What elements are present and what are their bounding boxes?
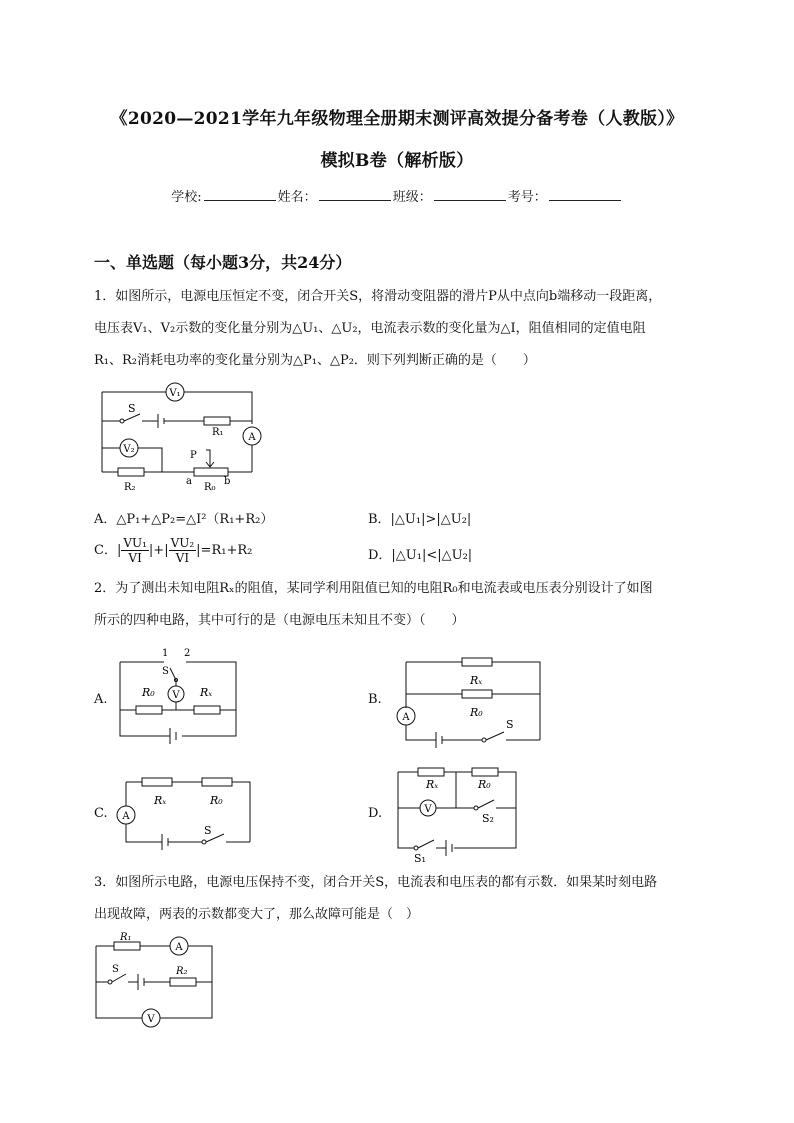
q1-line2: 电压表V₁、V₂示数的变化量分别为△U₁、△U₂，电流表示数的变化量为△I，阻值相同的定值电阻 xyxy=(94,321,646,336)
q2d-r0-label: R₀ xyxy=(478,778,491,791)
q2a-terminal-2: 2 xyxy=(184,648,191,659)
school-label: 学校: xyxy=(171,190,202,205)
q2-circuit-a xyxy=(112,644,244,748)
class-label: 班级： xyxy=(392,190,432,205)
q3-switch-label: S xyxy=(112,964,119,975)
q1-option-b: B．|△U₁|>|△U₂| xyxy=(368,512,472,527)
q1-option-c xyxy=(94,536,252,565)
q2a-voltmeter-label: V xyxy=(172,690,180,701)
q1-option-c-den2: VI xyxy=(175,551,190,565)
q2d-switch-s2-label: S₂ xyxy=(482,812,494,825)
q2b-rx-label: Rₓ xyxy=(470,674,483,687)
class-blank xyxy=(434,188,506,201)
q1-option-c-suffix: |=R₁+R₂ xyxy=(196,543,253,558)
q1-end-a-label: a xyxy=(186,476,192,487)
q2d-voltmeter-label: V xyxy=(424,804,432,815)
q3-circuit-diagram xyxy=(94,932,224,1030)
student-info-line xyxy=(0,186,794,205)
q1-end-b-label: b xyxy=(224,476,231,487)
q2a-r0-label: R₀ xyxy=(142,686,155,699)
q1-option-c-frac1 xyxy=(121,536,149,565)
q2b-r0-label: R₀ xyxy=(470,706,483,719)
q1-v1-label: V₁ xyxy=(169,388,181,399)
q1-option-c-mid: |+| xyxy=(148,543,169,558)
q2b-switch-label: S xyxy=(506,718,514,731)
q1-r1-label: R₁ xyxy=(212,427,224,438)
q2b-ammeter-label: A xyxy=(402,712,410,723)
q2c-ammeter-label: A xyxy=(122,811,130,822)
q1-line1: 1．如图所示，电源电压恒定不变，闭合开关S，将滑动变阻器的滑片P从中点向b端移动一段距离， xyxy=(94,289,662,304)
q2-label-c: C. xyxy=(94,806,108,821)
q2-label-d: D. xyxy=(368,806,383,821)
q1-slider-p-label: P xyxy=(190,450,197,461)
q1-ammeter-label: A xyxy=(248,432,256,443)
q2-line2: 所示的四种电路，其中可行的是（电源电压未知且不变）（ ） xyxy=(94,613,465,628)
id-blank xyxy=(549,188,621,201)
name-label: 姓名： xyxy=(277,190,317,205)
exam-title: 《2020—2021学年九年级物理全册期末测评高效提分备考卷（人教版）》 xyxy=(110,109,684,129)
q1-r0-label: R₀ xyxy=(204,482,216,493)
q2-label-a: A. xyxy=(94,692,108,707)
exam-subtitle: 模拟B卷（解析版） xyxy=(320,151,474,171)
q3-line2: 出现故障，两表的示数都变大了，那么故障可能是（ ） xyxy=(94,907,420,922)
q3-voltmeter-label: V xyxy=(147,1014,155,1025)
q2-circuit-d xyxy=(390,764,524,864)
q2-line1: 2．为了测出未知电阻Rₓ的阻值，某同学利用阻值已知的电阻R₀和电流表或电压表分别设计了如图 xyxy=(94,581,653,596)
q2d-rx-label: Rₓ xyxy=(426,778,439,791)
q3-ammeter-label: A xyxy=(175,942,183,953)
section-heading: 一、单选题（每小题3分，共24分） xyxy=(94,253,352,272)
q2a-terminal-1: 1 xyxy=(162,648,169,659)
q3-r2-label: R₂ xyxy=(176,966,188,977)
q1-option-a: A．△P₁+△P₂=△I²（R₁+R₂） xyxy=(94,512,274,527)
q2c-switch-label: S xyxy=(204,824,212,837)
q1-v2-label: V₂ xyxy=(123,444,135,455)
q2d-switch-s1-label: S₁ xyxy=(414,852,426,864)
q1-option-d: D．|△U₁|<|△U₂| xyxy=(368,548,473,563)
q2-circuit-c xyxy=(112,774,256,854)
school-blank xyxy=(204,188,276,201)
q3-r1-label: R₁ xyxy=(120,932,132,943)
q1-switch-label: S xyxy=(128,402,136,415)
q1-circuit-diagram xyxy=(94,378,274,498)
q1-option-c-num2: VU₂ xyxy=(170,536,195,550)
q1-option-c-den1: VI xyxy=(128,551,142,565)
q1-option-c-frac2 xyxy=(169,536,197,565)
q2c-r0-label: R₀ xyxy=(210,794,223,807)
q1-r2-label: R₂ xyxy=(124,482,136,493)
q1-line3: R₁、R₂消耗电功率的变化量分别为△P₁、△P₂．则下列判断正确的是（ ） xyxy=(94,353,536,368)
q1-option-c-num1: VU₁ xyxy=(123,536,147,550)
name-blank xyxy=(319,188,391,201)
q3-line1: 3．如图所示电路，电源电压保持不变，闭合开关S，电流表和电压表的都有示数．如果某时刻电路 xyxy=(94,875,658,890)
q2-circuit-b xyxy=(390,654,550,750)
id-label: 考号： xyxy=(507,190,547,205)
q1-option-c-prefix: C．| xyxy=(94,543,122,558)
q2-label-b: B. xyxy=(368,692,382,707)
q2a-switch-label: S xyxy=(162,666,169,677)
q2c-rx-label: Rₓ xyxy=(154,794,167,807)
q2a-rx-label: Rₓ xyxy=(200,686,213,699)
